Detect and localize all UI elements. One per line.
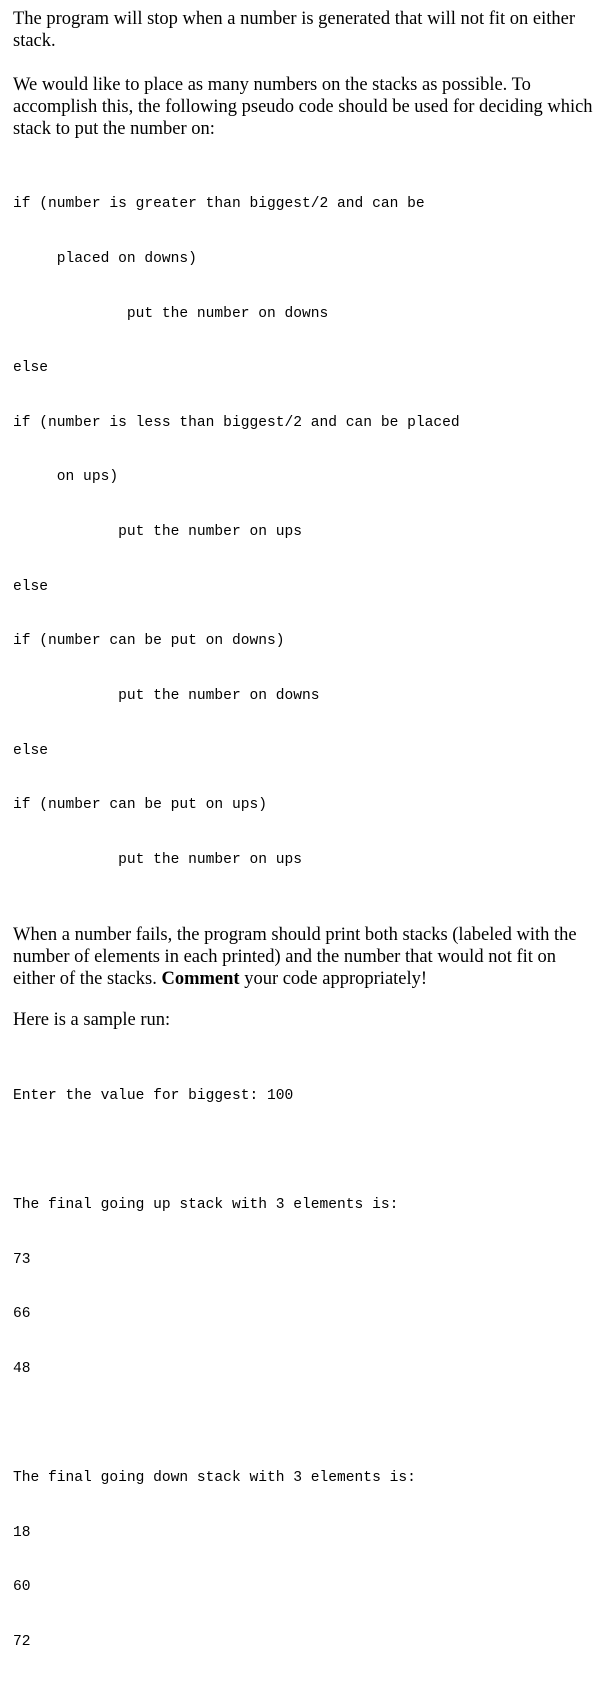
paragraph-goal: We would like to place as many numbers on the stacks as possible. To accomplish this, the following pseudo code should be used for deciding which stack to put the number on: [13, 75, 593, 139]
code-line: if (number can be put on ups) [13, 797, 267, 814]
code-line: if (number is less than biggest/2 and can be placed [13, 414, 460, 431]
down-stack-header: The final going down stack with 3 elements is: [13, 1469, 416, 1486]
code-line: if (number can be put on downs) [13, 633, 285, 650]
code-line: if (number is greater than biggest/2 and can be [13, 196, 425, 213]
pseudocode-block [13, 159, 598, 905]
down-stack-value: 72 [13, 1633, 31, 1650]
up-stack-header: The final going up stack with 3 elements is: [13, 1196, 399, 1213]
document-page [13, 8, 598, 1687]
blank-line [13, 1141, 598, 1159]
failure-text-bold: Comment [161, 969, 240, 990]
blank-line [13, 1414, 598, 1432]
down-stack-value: 18 [13, 1524, 31, 1541]
code-line: placed on downs) [13, 251, 197, 268]
code-line: put the number on ups [13, 851, 303, 868]
code-line: else [13, 360, 49, 377]
failure-text-part1: When a number fails, the program should print both stacks (labeled with the number of elements in each printed) and the number that would not fit on either of the stacks. [13, 925, 577, 990]
code-line: put the number on downs [13, 687, 320, 704]
sample-run-output [13, 1050, 598, 1687]
paragraph-sample-intro: Here is a sample run: [13, 1010, 171, 1031]
up-stack-value: 73 [13, 1251, 31, 1268]
code-line: else [13, 578, 49, 595]
up-stack-value: 48 [13, 1360, 31, 1377]
failure-text-part2: your code appropriately! [239, 969, 428, 990]
code-line: put the number on ups [13, 524, 303, 541]
prompt-line: Enter the value for biggest: 100 [13, 1087, 294, 1104]
code-line: put the number on downs [13, 305, 329, 322]
paragraph-stop-condition: The program will stop when a number is generated that will not fit on either stack. [13, 9, 576, 51]
up-stack-value: 66 [13, 1306, 31, 1323]
code-line: else [13, 742, 49, 759]
down-stack-value: 60 [13, 1579, 31, 1596]
paragraph-failure-output [13, 924, 598, 990]
code-line: on ups) [13, 469, 119, 486]
